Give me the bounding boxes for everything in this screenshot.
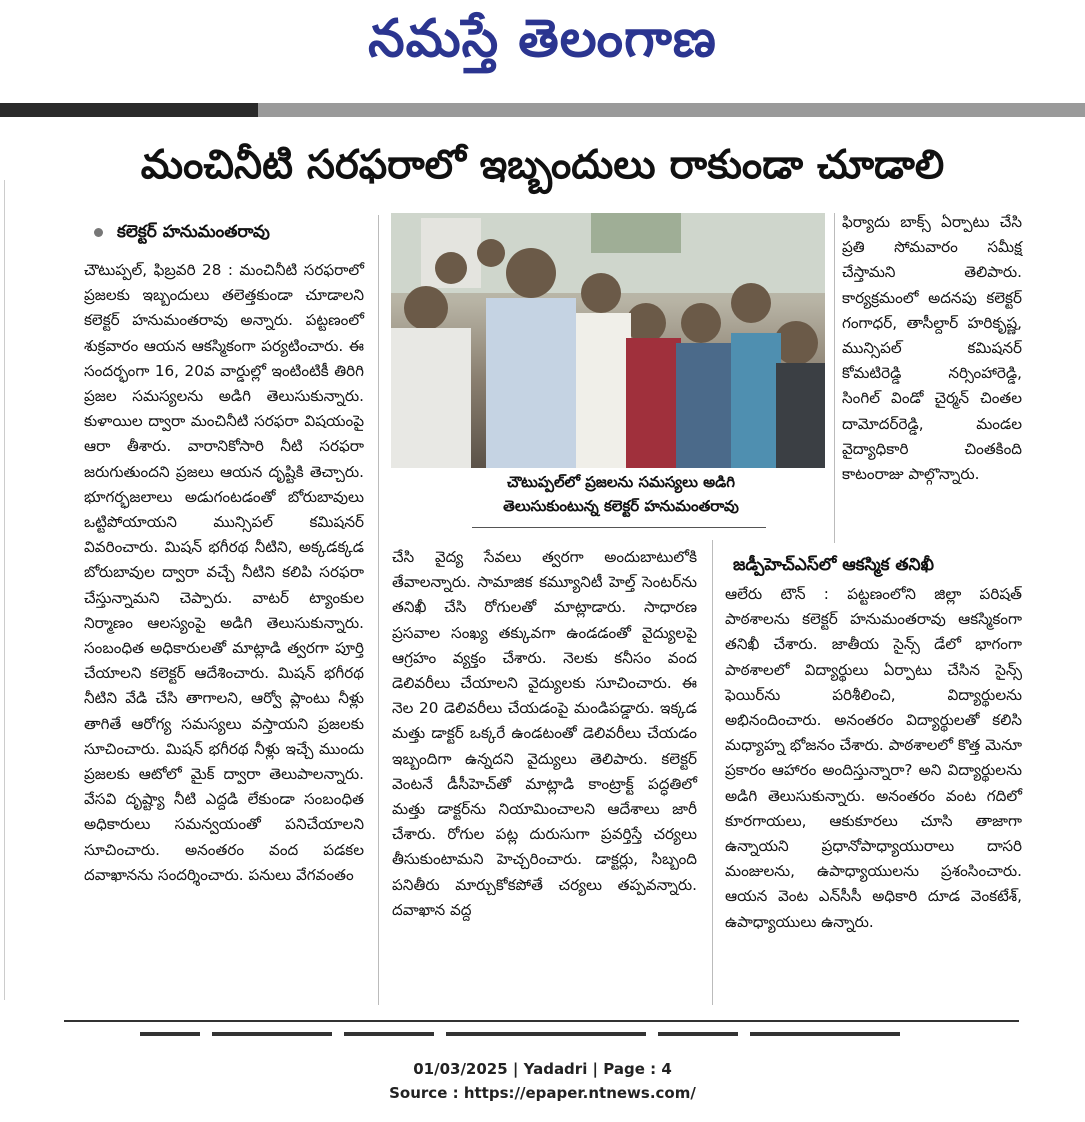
photo-illustration — [391, 213, 825, 468]
column-1-text: చౌటుప్పల్, ఫిబ్రవరి 28 : మంచినీటి సరఫరాలో ప్రజలకు ఇబ్బందులు తలెత్తకుండా చూడాలని కలెక్టర్ హనుమంతరావు అన్నారు. పట్టణంలో శుక్రవారం ఆయన ఆకస్మికంగా పర్యటించారు. ఈ సందర్భంగా 16, 20వ వార్డుల్లో ఇంటింటికీ తిరిగి ప్రజల సమస్యలను అడిగి తెలుసుకున్నారు. కుళాయిల ద్వారా మంచినీటి సరఫరా విషయంపై ఆరా తీశారు. వారానికోసారి నీటి సరఫరా జరుగుతుందని ప్రజలు ఆయన దృష్టికి తెచ్చారు. భూగర్భజలాలు అడుగంటడంతో బోరుబావులు ఒట్టిపోయాయని మున్సిపల్ కమిషనర్ వివరించారు. మిషన్ భగీరథ నీటిని, అక్కడక్కడ బోరుబావుల ద్వారా వచ్చే నీటిని కలిపి సరఫరా చేస్తున్నామని చెప్పారు. వాటర్ ట్యాంకుల నిర్మాణం ఆలస్యంపై అడిగి తెలుసుకున్నారు. సంబంధిత అధికారులతో మాట్లాడి త్వరగా పూర్తి చేయాలని కలెక్టర్ ఆదేశించారు. మిషన్ భగీరథ నీటిని వేడి చేసి తాగాలని, ఆర్వో ప్లాంటు నీళ్లు తాగితే ఆరోగ్య సమస్యలు వస్తాయని ప్రజలకు సూచించారు. మిషన్ భగీరథ నీళ్లు ఇచ్చే ముందు ప్రజలకు ఆటోలో మైక్ ద్వారా తెలుపాలన్నారు. వేసవి దృష్ట్యా నీటి ఎద్దడి లేకుండా సంబంధిత అధికారులు సమన్వయంతో పనిచేయాలని సూచించారు. అనంతరం వంద పడకల దవాఖానను సందర్శించారు. పనులు వేగవంతం — [84, 261, 364, 884]
column-2-text: చేసి వైద్య సేవలు త్వరగా అందుబాటులోకి తేవాలన్నారు. సామాజిక కమ్యూనిటీ హెల్త్ సెంటర్‌ను తనిఖీ చేసి రోగులతో మాట్లాడారు. సాధారణ ప్రసవాల సంఖ్య తక్కువగా ఉండడంతో వైద్యులపై ఆగ్రహం వ్యక్తం చేశారు. నెలకు కనీసం వంద డెలివరీలు చేయాలని వైద్యులకు సూచించారు. ఈ నెల 20 డెలివరీలు చేయడంపై మండిపడ్డారు. ఇక్కడ మత్తు డాక్టర్ ఒక్కరే ఉండటంతో డెలివరీలు చేయడం ఇబ్బందిగా ఉన్నదని వైద్యులు తెలిపారు. కలెక్టర్ వెంటనే డీసీహెచ్‌తో మాట్లాడి కాంట్రాక్ట్ పద్ధతిలో మత్తు డాక్టర్‌ను నియామించాలని ఆదేశాలు జారీ చేశారు. రోగుల పట్ల దురుసుగా ప్రవర్తిస్తే చర్యలు తీసుకుంటామని హెచ్చరించారు. డాక్టర్లు, సిబ్బంది పనితీరు మార్చుకోకపోతే చర్యలు తప్పవన్నారు. దవాఖాన వద్ద — [392, 548, 697, 919]
next-article-fragment — [140, 1032, 1020, 1042]
article-column-3-top — [842, 210, 1022, 487]
byline-text: కలెక్టర్ హనుమంతరావు — [117, 222, 270, 242]
masthead-rule — [0, 103, 1085, 117]
bottom-rule — [64, 1020, 1019, 1022]
byline — [94, 222, 270, 246]
masthead — [0, 0, 1085, 100]
headline: మంచినీటి సరఫరాలో ఇబ్బందులు రాకుండా చూడాలి — [140, 142, 945, 188]
news-photo — [391, 213, 825, 468]
article-column-1 — [84, 258, 364, 888]
column-3-bottom-text: ఆలేరు టౌన్ : పట్టణంలోని జిల్లా పరిషత్ పాఠశాలను కలెక్టర్ హనుమంతరావు ఆకస్మికంగా తనిఖీ చేశారు. జాతీయ సైన్స్ డేలో భాగంగా పాఠశాలలో విద్యార్థులు ఏర్పాటు చేసిన సైన్స్ ఫెయిర్‌ను పరిశీలించి, విద్యార్థులను అభినందించారు. అనంతరం విద్యార్థులతో కలిసి మధ్యాహ్న భోజనం చేశారు. పాఠశాలలో కొత్త మెనూ ప్రకారం ఆహారం అందిస్తున్నారా? అని విద్యార్థులను అడిగి తెలుసుకున్నారు. అనంతరం వంట గదిలో కూరగాయలు, ఆకుకూరలు చూసి తాజాగా ఉన్నాయని ప్రధానోపాధ్యాయురాలు దాసరి మంజులను, ఉపాధ్యాయులను ప్రశంసించారు. ఆయన వెంట ఎన్‌సీసీ అధికారి దూడ వెంకటేశ్, ఉపాధ్యాయులు ఉన్నారు. — [725, 585, 1022, 931]
left-edge-fragment — [0, 180, 5, 1000]
footer-source: Source : https://epaper.ntnews.com/ — [389, 1084, 696, 1102]
caption-rule — [472, 527, 766, 528]
photo-caption: చౌటుప్పల్‌లో ప్రజలను సమస్యలు అడిగి తెలుసుకుంటున్న కలెక్టర్ హనుమంతరావు — [503, 473, 739, 515]
bullet-icon — [94, 228, 103, 237]
column-divider-2 — [712, 540, 713, 1005]
article-column-3-bottom — [725, 582, 1022, 935]
column-divider-1 — [378, 215, 379, 1005]
subhead: జడ్పీహెచ్ఎస్‌లో ఆకస్మిక తనిఖీ — [733, 555, 934, 575]
column-3-top-text: ఫిర్యాదు బాక్స్ ఏర్పాటు చేసి ప్రతి సోమవారం సమీక్ష చేస్తామని తెలిపారు. కార్యక్రమంలో అదనపు కలెక్టర్ గంగాధర్, తాసీల్దార్ హరికృష్ణ, మున్సిపల్ కమిషనర్ కోమటిరెడ్డి నర్సింహారెడ్డి, సింగిల్ విండో చైర్మన్ చింతల దామోదర్‌రెడ్డి, మండల వైద్యాధికారి చింతకింది కాటంరాజు పాల్గొన్నారు. — [842, 213, 1022, 484]
column-divider-3 — [834, 213, 835, 543]
masthead-title: నమస్తే తెలంగాణ — [368, 8, 717, 69]
footer-dateline: 01/03/2025 | Yadadri | Page : 4 — [413, 1060, 672, 1078]
article-column-2 — [392, 545, 697, 923]
masthead-rule-dark — [0, 103, 258, 117]
